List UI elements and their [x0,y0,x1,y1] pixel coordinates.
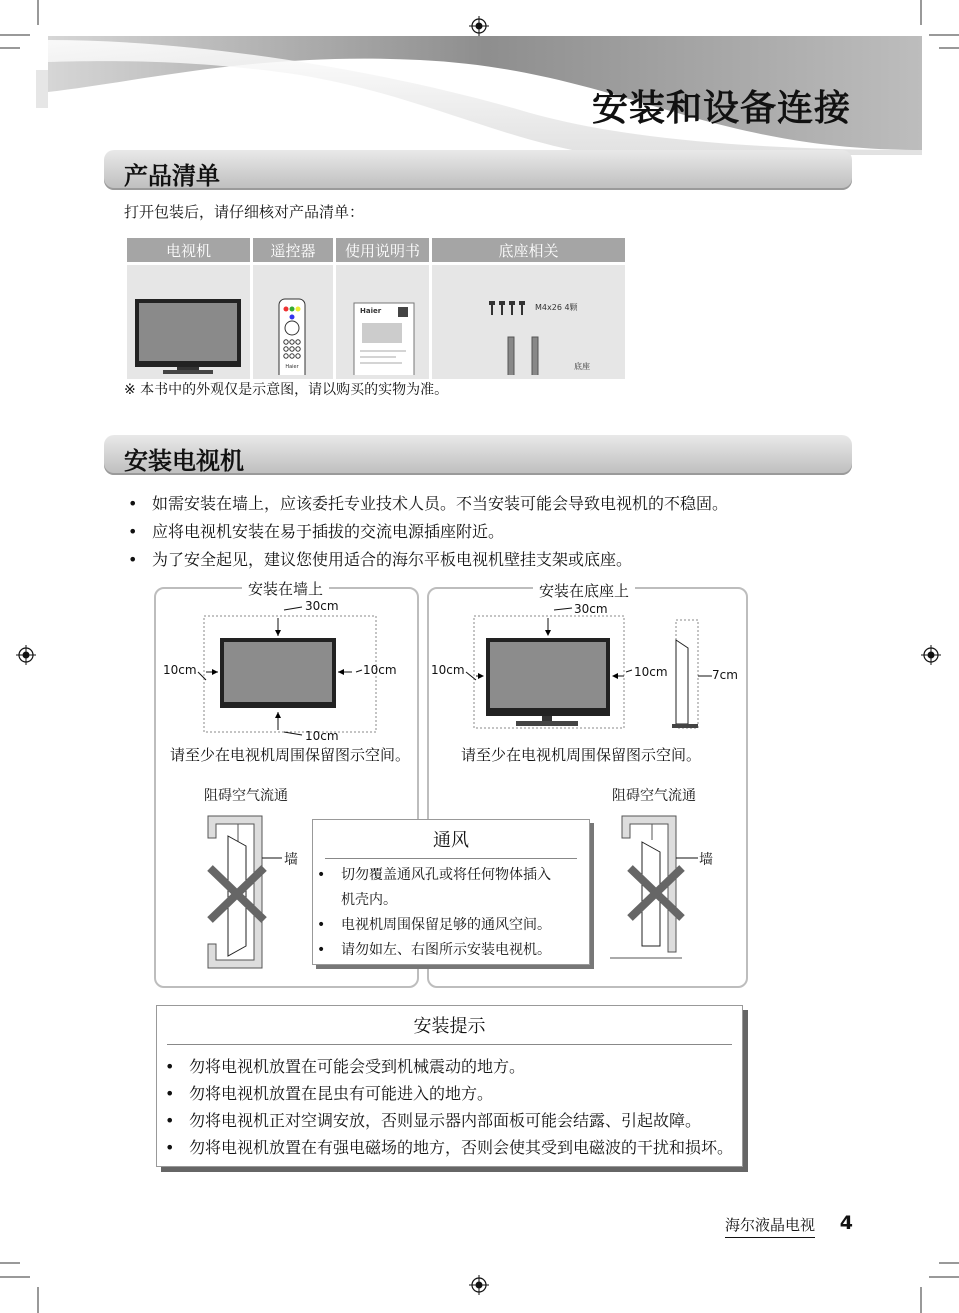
stand-top-clearance: 30cm [574,602,608,616]
registration-mark-left [0,640,40,670]
column-header-remote: 遥控器 [252,238,335,264]
stand-icon [480,337,556,375]
ventilation-title: 通风 [433,830,469,851]
wall-left-clearance: 10cm [163,663,197,677]
list-item: • 勿将电视机正对空调安放，否则显示器内部面板可能会结露、引起故障。 [189,1107,742,1134]
page-number: 4 [839,1212,853,1234]
list-item: • 如需安装在墙上，应该委托专业技术人员。不当安装可能会导致电视机的不稳固。 [152,490,728,518]
stand-blocked-diagram [606,812,716,962]
list-item: • 电视机周围保留足够的通风空间。 [341,913,589,938]
list-item: • 勿将电视机放置在可能会受到机械震动的地方。 [189,1053,742,1080]
screw-label: M4x26 4颗 [535,303,578,312]
base-label: 底座 [574,362,590,371]
ventilation-bullet-list [341,863,589,963]
manual-icon [336,265,429,375]
list-item: • 为了安全起见，建议您使用适合的海尔平板电视机壁挂支架或底座。 [152,546,728,574]
stand-wall-label: 墙 [699,852,713,868]
remote-control-icon [253,265,333,375]
section-header-install [104,435,852,475]
footer-marks [0,1255,959,1313]
column-header-tv: 电视机 [127,238,252,264]
product-note: ※ 本书中的外观仅是示意图，请以购买的实物为准。 [124,382,449,398]
manual-brand: Haier [360,307,382,315]
install-bullet-list [152,490,728,574]
wall-top-clearance: 30cm [305,599,339,613]
tv-icon [127,265,250,375]
product-list-intro: 打开包装后，请仔细核对产品清单： [124,203,365,221]
ventilation-box [312,819,590,965]
list-item: • 应将电视机安装在易于插拔的交流电源插座附近。 [152,518,728,546]
stand-left-clearance: 10cm [431,663,465,677]
tips-bullet-list [189,1053,742,1161]
base-and-screws-icon [432,265,625,375]
column-header-base: 底座相关 [431,238,626,264]
remote-image-cell [252,264,335,380]
list-item: • 请勿如左、右图所示安装电视机。 [341,938,589,963]
tips-title: 安装提示 [413,1016,486,1037]
footer-brand: 海尔液晶电视 [725,1214,815,1238]
tv-image-cell [127,264,252,380]
page-title: 安装和设备连接 [591,88,851,129]
wall-blocked-diagram [200,812,300,974]
column-header-manual: 使用说明书 [335,238,431,264]
wall-panel-title: 安装在墙上 [242,578,329,599]
list-item: • 切勿覆盖通风孔或将任何物体插入 [341,863,589,888]
screws-icon [489,301,525,315]
base-image-cell [431,264,626,380]
wall-right-clearance: 10cm [363,663,397,677]
wall-blocked-label: 阻碍空气流通 [204,788,288,804]
wall-panel-note: 请至少在电视机周围保留图示空间。 [170,746,411,764]
manual-image-cell [335,264,431,380]
stand-panel-note: 请至少在电视机周围保留图示空间。 [461,746,702,764]
stand-blocked-label: 阻碍空气流通 [612,788,696,804]
section-title: 安装电视机 [124,447,244,475]
stand-panel-title: 安装在底座上 [533,580,635,601]
wall-bottom-clearance: 10cm [305,729,339,743]
list-item: • 勿将电视机放置在昆虫有可能进入的地方。 [189,1080,742,1107]
stand-back-clearance: 7cm [712,668,738,682]
stand-clearance-diagram [430,600,742,740]
section-header-product-list [104,150,852,190]
section-title: 产品清单 [124,162,220,190]
registration-mark-right [918,640,958,670]
list-item: 机壳内。 [341,892,397,908]
list-item: • 勿将电视机放置在有强电磁场的地方，否则会使其受到电磁波的干扰和损坏。 [189,1134,742,1161]
remote-brand: Haier [285,364,299,370]
install-tips-box [156,1005,743,1167]
wall-label: 墙 [284,852,298,868]
product-list-table [127,238,625,379]
stand-right-clearance: 10cm [634,665,668,679]
